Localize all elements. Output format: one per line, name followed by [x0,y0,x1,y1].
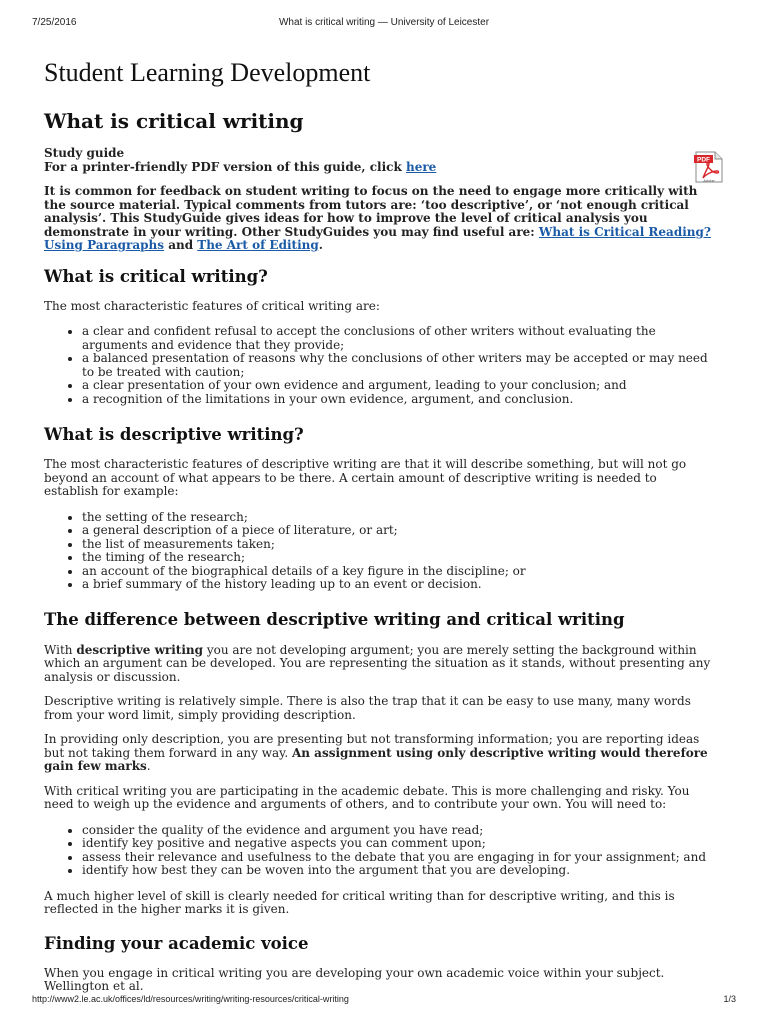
list-item: • a balanced presentation of reasons why the conclusions of other writers may be accepted or may need to be treated with caution; [82,352,712,379]
list-item: • a recognition of the limitations in your own evidence, argument, and conclusion. [82,393,712,407]
difference-paragraph-3 [44,733,712,774]
print-footer [32,994,736,1008]
descriptive-lead: The most characteristic features of descriptive writing are that it will describe something, but will not go beyond an account of what appears to be there. A certain amount of descriptive writing is needed to establish for example: [44,457,687,498]
list-item: • a brief summary of the history leading up to an event or decision. [82,578,712,592]
intro-paragraph [44,185,712,253]
difference-p1-pre: With [44,642,77,657]
print-url: http://www2.le.ac.uk/offices/ld/resources/writing/writing-resources/critical-writing [32,994,349,1004]
pdf-file-icon[interactable] [694,151,724,183]
descriptive-writing-term: descriptive writing [76,642,204,657]
link-art-of-editing[interactable]: The Art of Editing [197,238,319,252]
list-item: • an account of the biographical details of a key figure in the discipline; or [82,565,712,579]
intro-end: . [318,238,323,252]
difference-p1-post: you are not developing argument; you are merely setting the background within which an argument can be developed. You are representing the situation as it stands, without presenting any analysis or discussion. [44,642,711,684]
pdf-icon-label: PDF [697,156,710,164]
difference-p3-end: . [146,759,151,773]
list-item: • the list of measurements taken; [82,538,712,552]
few-marks-statement: An assignment using only descriptive writing would therefore gain few marks [44,745,708,773]
print-page-title: What is critical writing — University of Leicester [278,17,490,28]
list-item: • a clear and confident refusal to accept the conclusions of other writers without evaluating the arguments and evidence that they provide; [82,325,712,352]
critical-lead: The most characteristic features of critical writing are: [44,298,380,313]
intro-text: It is common for feedback on student writing to focus on the need to engage more critically with the source material. Typical comments from tutors are: ‘too descriptive’, or ‘not enough critical analysis’. This StudyGuide gives ideas for how to improve the level of critical analysis you demonstrate in your writing. Other StudyGuides you may find useful are: [44,184,698,239]
descriptive-features-list [44,511,712,592]
link-using-paragraphs[interactable]: Using Paragraphs [44,238,165,252]
critical-features-list [44,325,712,406]
study-guide-label: Study guide [44,146,125,160]
print-page-number: 1/3 [723,994,736,1004]
list-item: • a general description of a piece of literature, or art; [82,524,712,538]
list-item: • a clear presentation of your own evidence and argument, leading to your conclusion; and [82,379,712,393]
study-guide-block [44,146,715,253]
main-content [44,56,715,994]
link-critical-reading[interactable]: What is Critical Reading? [538,224,711,239]
difference-paragraph-2: Descriptive writing is relatively simple. There is also the trap that it can be easy to use many, many words from your word limit, simply providing description. [44,694,691,722]
difference-paragraph-4: With critical writing you are participating in the academic debate. This is more challenging and risky. You need to weigh up the evidence and arguments of others, and to contribute your own. You will need to: [44,783,690,811]
intro-and: and [164,238,198,252]
list-item: • the timing of the research; [82,551,712,565]
pdf-link-text: For a printer-friendly PDF version of this guide, click [44,159,406,174]
critical-tasks-list [44,824,712,878]
list-item: • assess their relevance and usefulness to the debate that you are engaging in for your assignment; and [82,851,712,865]
print-date: 7/25/2016 [32,17,77,28]
difference-paragraph-1 [44,644,712,685]
list-item: • identify how best they can be woven into the argument that you are developing. [82,864,712,878]
heading-academic-voice: Finding your academic voice [44,933,309,953]
difference-p3-pre: In providing only description, you are presenting but not transforming information; you are reporting ideas but not taking them forward in any way. [44,732,700,760]
heading-difference: The difference between descriptive writing and critical writing [44,609,625,629]
voice-paragraph-1: When you engage in critical writing you are developing your own academic voice within your subject. Wellington et al. [44,965,665,993]
print-header [32,17,736,31]
heading-critical-writing: What is critical writing? [44,266,268,286]
list-item: • consider the quality of the evidence and argument you have read; [82,824,712,838]
site-title: Student Learning Development [44,58,371,87]
pdf-link-line [44,161,712,175]
heading-descriptive-writing: What is descriptive writing? [44,425,304,444]
page-title: What is critical writing [44,109,304,133]
difference-paragraph-5: A much higher level of skill is clearly needed for critical writing than for descriptive writing, and this is reflected in the higher marks it is given. [44,888,675,916]
pdf-icon-brand: Adobe [703,178,715,183]
list-item: • identify key positive and negative aspects you can comment upon; [82,837,712,851]
list-item: • the setting of the research; [82,511,712,525]
pdf-here-link[interactable]: here [405,159,437,174]
